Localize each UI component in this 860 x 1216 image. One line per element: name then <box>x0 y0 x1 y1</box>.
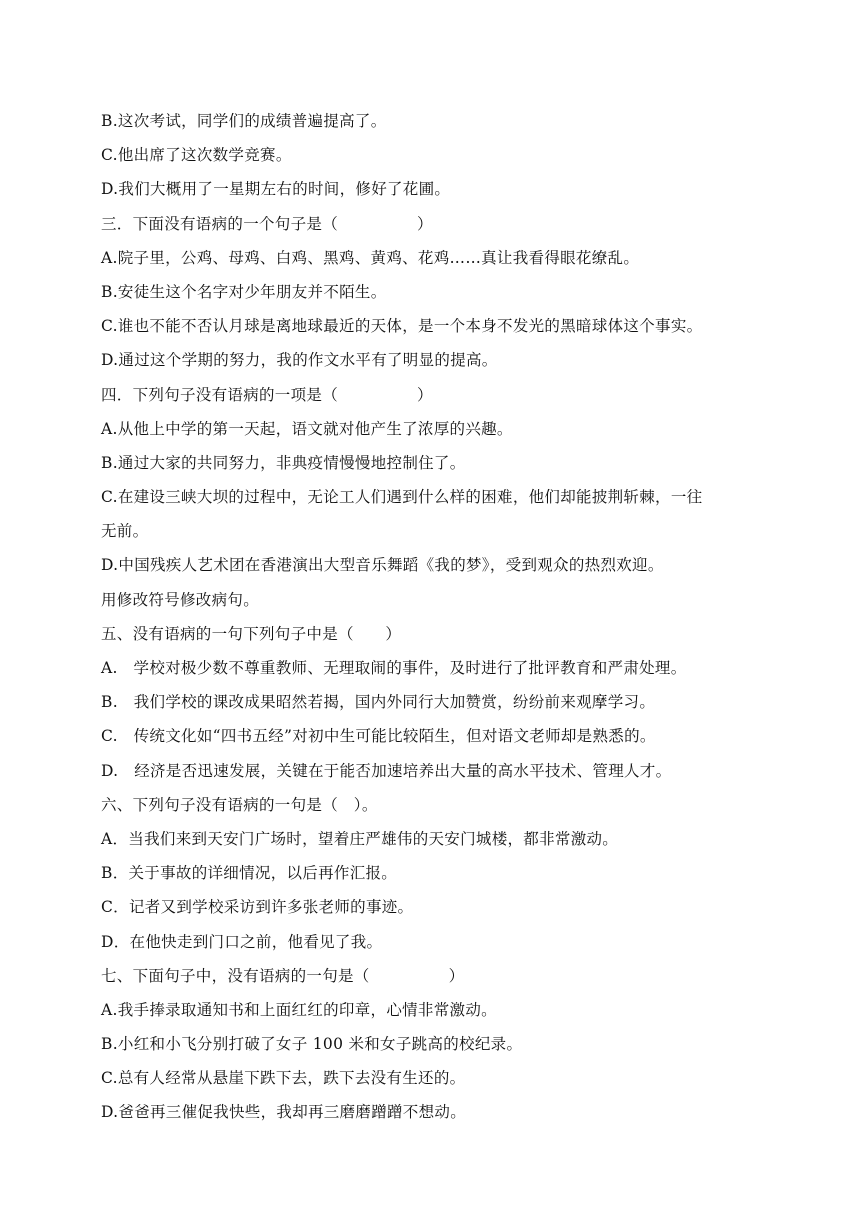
option-line: C. 传统文化如“四书五经”对初中生可能比较陌生，但对语文老师却是熟悉的。 <box>101 727 656 746</box>
option-line: D.通过这个学期的努力，我的作文水平有了明显的提高。 <box>101 351 498 370</box>
option-line: D．在他快走到门口之前，他看见了我。 <box>101 932 383 951</box>
question-heading: 六、下列句子没有语病的一句是（ ）。 <box>101 795 378 814</box>
option-line: C.他出席了这次数学竞赛。 <box>101 146 292 165</box>
option-line: B.安徒生这个名字对少年朋友并不陌生。 <box>101 282 387 301</box>
question-heading: 七、下面句子中，没有语病的一句是（ ） <box>101 966 465 985</box>
option-line: D. 经济是否迅速发展，关键在于能否加速培养出大量的高水平技术、管理人才。 <box>101 761 672 780</box>
option-line: A. 学校对极少数不尊重教师、无理取闹的事件，及时进行了批评教育和严肃处理。 <box>101 659 687 677</box>
option-line: B.通过大家的共同努力，非典疫情慢慢地控制住了。 <box>101 453 466 472</box>
option-line: C.谁也不能不否认月球是离地球最近的天体，是一个本身不发光的黑暗球体这个事实。 <box>101 317 703 336</box>
option-line: A.从他上中学的第一天起，语文就对他产生了浓厚的兴趣。 <box>101 419 513 438</box>
option-line: B．关于事故的详细情况，以后再作汇报。 <box>101 864 398 883</box>
option-line: B.小红和小飞分别打破了女子 100 米和女子跳高的校纪录。 <box>101 1035 523 1054</box>
option-line: A.我手捧录取通知书和上面红红的印章，心情非常激动。 <box>101 1000 497 1019</box>
option-line: C.总有人经常从悬崖下跌下去，跌下去没有生还的。 <box>101 1069 466 1088</box>
option-line-continuation: 无前。 <box>101 522 149 541</box>
option-line: D.爸爸再三催促我快些，我却再三磨磨蹭蹭不想动。 <box>101 1103 467 1122</box>
option-line: B. 我们学校的课改成果昭然若揭，国内外同行大加赞赏，纷纷前来观摩学习。 <box>101 693 656 712</box>
instruction-line: 用修改符号修改病句。 <box>101 590 260 609</box>
option-line: C.在建设三峡大坝的过程中，无论工人们遇到什么样的困难，他们却能披荆斩棘，一往 <box>101 488 703 507</box>
option-line: D.中国残疾人艺术团在香港演出大型音乐舞蹈《我的梦》，受到观众的热烈欢迎。 <box>101 556 664 575</box>
question-heading: 三．下面没有语病的一个句子是（ ） <box>101 214 433 233</box>
document-page <box>101 104 761 1130</box>
option-line: A.院子里，公鸡、母鸡、白鸡、黑鸡、黄鸡、花鸡……真让我看得眼花缭乱。 <box>101 248 640 267</box>
option-line: A．当我们来到天安门广场时，望着庄严雄伟的天安门城楼，都非常激动。 <box>101 829 619 848</box>
question-heading: 四．下列句子没有语病的一项是（ ） <box>101 385 433 404</box>
option-line: D.我们大概用了一星期左右的时间，修好了花圃。 <box>101 180 451 199</box>
option-line: C．记者又到学校采访到许多张老师的事迹。 <box>101 898 414 917</box>
option-line: B.这次考试，同学们的成绩普遍提高了。 <box>101 112 387 130</box>
question-heading: 五、没有语病的一句下列句子中是（ ） <box>101 624 402 643</box>
